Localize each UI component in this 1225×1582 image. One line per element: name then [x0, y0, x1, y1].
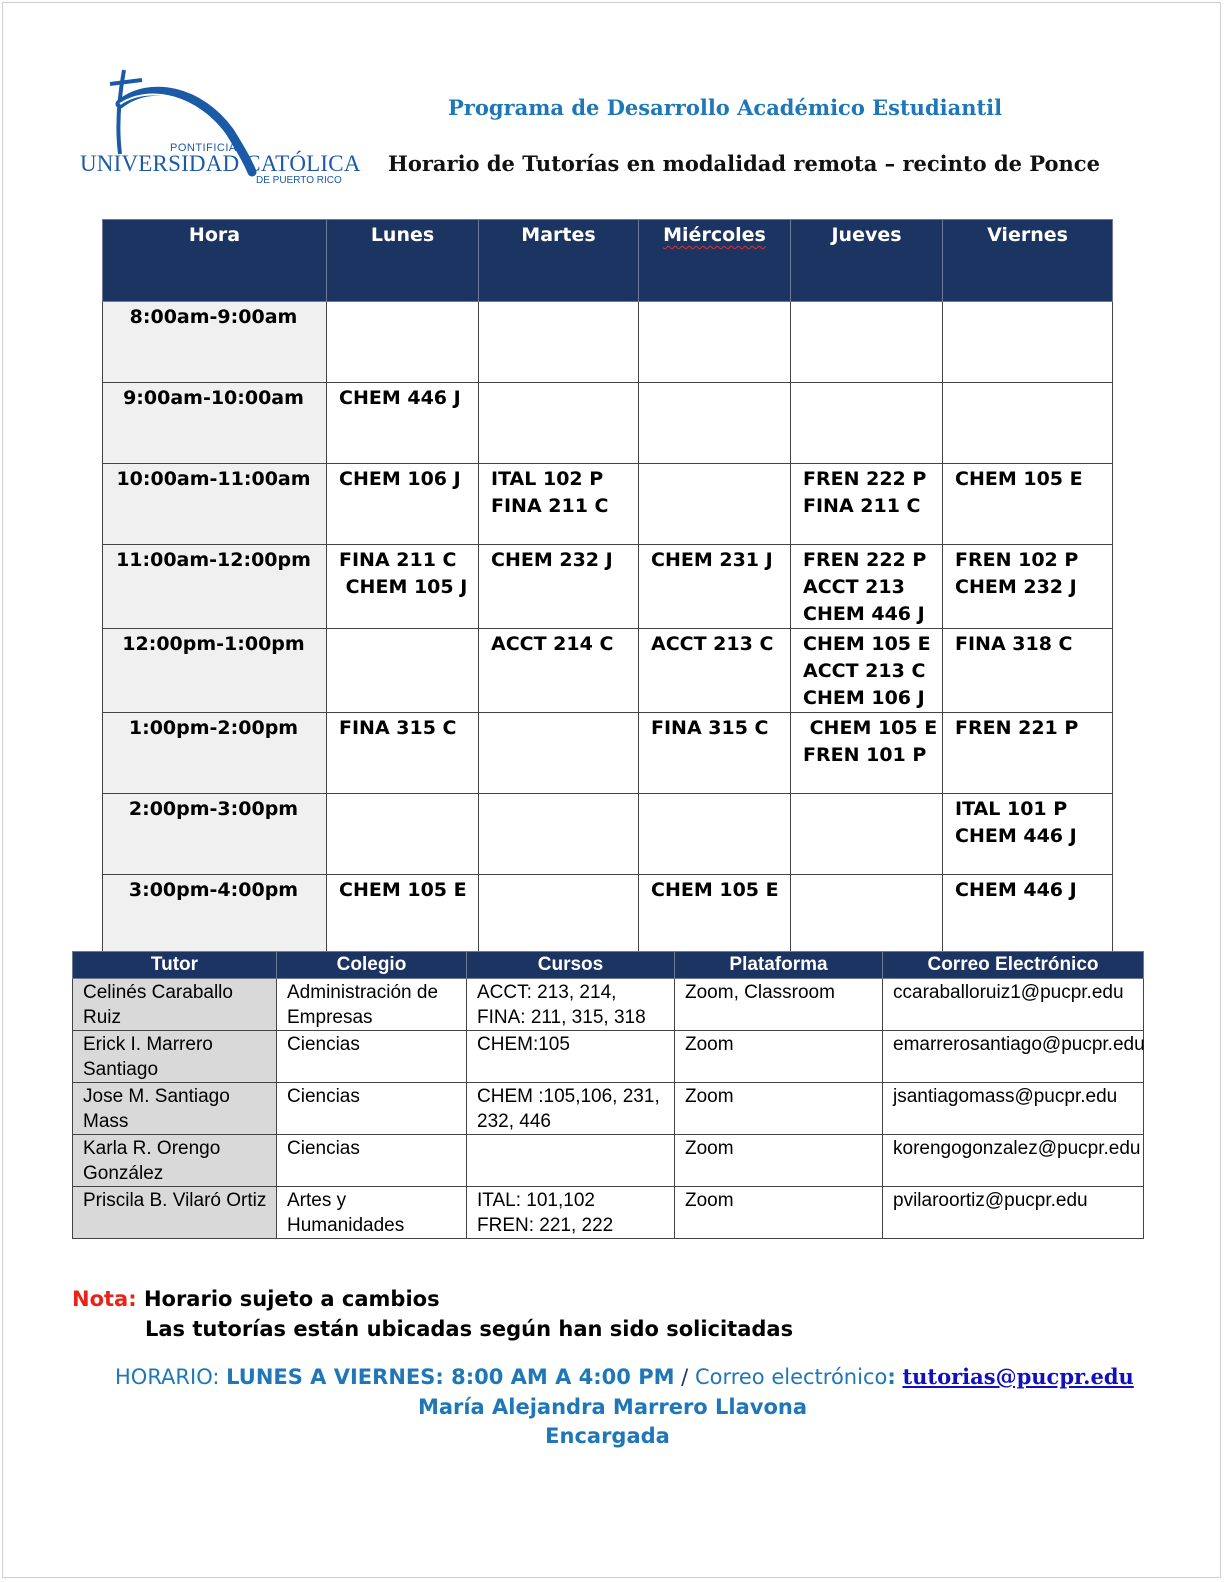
- tutor-cursos: [467, 1031, 675, 1083]
- schedule-row: [103, 875, 1113, 956]
- schedule-cell: [791, 794, 943, 875]
- schedule-cell: [327, 464, 479, 545]
- schedule-table: [102, 219, 1113, 956]
- schedule-cell: [327, 713, 479, 794]
- course-code: FINA 315 C: [339, 717, 457, 739]
- course-code: ACCT 213 C: [803, 660, 926, 682]
- course-code: FREN 221 P: [955, 717, 1079, 739]
- schedule-cell: [791, 545, 943, 629]
- curso-line: CHEM :105,106, 231,: [477, 1086, 660, 1107]
- schedule-header-cell: Jueves: [791, 220, 943, 302]
- schedule-cell: [639, 383, 791, 464]
- course-code: CHEM 105 E: [651, 879, 779, 901]
- footer-contact-line: [115, 1364, 1134, 1389]
- schedule-cell: [479, 464, 639, 545]
- tutor-email: jsantiagomass@pucpr.edu: [883, 1083, 1144, 1135]
- curso-line: ACCT: 213, 214,: [477, 982, 617, 1003]
- tutors-header-row: [73, 952, 1144, 979]
- tutor-row: [73, 979, 1144, 1031]
- course-code: CHEM 105 E: [803, 717, 938, 739]
- tutor-email: emarrerosantiago@pucpr.edu: [883, 1031, 1144, 1083]
- schedule-cell: [479, 545, 639, 629]
- curso-line: CHEM:105: [477, 1034, 570, 1055]
- schedule-cell: [327, 545, 479, 629]
- tutor-plataforma: Zoom: [675, 1135, 883, 1187]
- course-code: CHEM 231 J: [651, 549, 773, 571]
- tutors-header-cell: Correo Electrónico: [883, 952, 1144, 979]
- schedule-cell: [943, 794, 1113, 875]
- schedule-cell: [943, 383, 1113, 464]
- correo-colon: :: [887, 1365, 896, 1389]
- note-line: [72, 1287, 440, 1311]
- horario-value: LUNES A VIERNES: 8:00 AM A 4:00 PM: [226, 1365, 675, 1389]
- schedule-header-row: [103, 220, 1113, 302]
- course-code: CHEM 446 J: [955, 825, 1077, 847]
- page-subtitle: Horario de Tutorías en modalidad remota – recinto de Ponce: [388, 151, 1100, 176]
- schedule-row: [103, 629, 1113, 713]
- tutor-plataforma: Zoom, Classroom: [675, 979, 883, 1031]
- curso-line: ITAL: 101,102: [477, 1190, 595, 1211]
- schedule-body: [103, 302, 1113, 956]
- tutor-name: Celinés Caraballo Ruiz: [73, 979, 277, 1031]
- course-code: FREN 102 P: [955, 549, 1079, 571]
- coordinator-name: María Alejandra Marrero Llavona: [417, 1395, 808, 1419]
- note-text: Horario sujeto a cambios: [143, 1287, 440, 1311]
- schedule-row: [103, 464, 1113, 545]
- course-code: FINA 211 C: [491, 495, 609, 517]
- schedule-cell: [791, 713, 943, 794]
- schedule-cell: [791, 302, 943, 383]
- schedule-cell: [327, 629, 479, 713]
- schedule-row: [103, 383, 1113, 464]
- tutor-name: Erick I. Marrero Santiago: [73, 1031, 277, 1083]
- tutors-header-cell: Cursos: [467, 952, 675, 979]
- schedule-hour-cell: 9:00am-10:00am: [103, 383, 327, 464]
- schedule-cell: [943, 464, 1113, 545]
- schedule-cell: [639, 794, 791, 875]
- schedule-cell: [943, 713, 1113, 794]
- page-title: Programa de Desarrollo Académico Estudiantil: [448, 95, 1003, 120]
- schedule-cell: [943, 875, 1113, 956]
- schedule-hour-cell: 2:00pm-3:00pm: [103, 794, 327, 875]
- schedule-cell: [639, 713, 791, 794]
- schedule-hour-cell: 3:00pm-4:00pm: [103, 875, 327, 956]
- coordinator-role: Encargada: [545, 1424, 670, 1448]
- note-line-2: Las tutorías están ubicadas según han sido solicitadas: [145, 1317, 794, 1341]
- tutor-colegio: Ciencias: [277, 1135, 467, 1187]
- course-code: CHEM 446 J: [339, 387, 461, 409]
- course-code: CHEM 105 E: [339, 879, 467, 901]
- tutor-colegio: Ciencias: [277, 1031, 467, 1083]
- schedule-header-cell: [639, 220, 791, 302]
- schedule-cell: [791, 629, 943, 713]
- horario-label: HORARIO:: [115, 1365, 220, 1389]
- schedule-hour-cell: 10:00am-11:00am: [103, 464, 327, 545]
- tutor-email: korengogonzalez@pucpr.edu: [883, 1135, 1144, 1187]
- tutor-email: ccaraballoruiz1@pucpr.edu: [883, 979, 1144, 1031]
- tutor-row: [73, 1031, 1144, 1083]
- schedule-cell: [943, 302, 1113, 383]
- course-code: CHEM 446 J: [803, 603, 925, 625]
- schedule-cell: [479, 383, 639, 464]
- schedule-cell: [639, 464, 791, 545]
- schedule-cell: [639, 875, 791, 956]
- course-code: CHEM 105 E: [955, 468, 1083, 490]
- schedule-hour-cell: 11:00am-12:00pm: [103, 545, 327, 629]
- course-code: CHEM 446 J: [955, 879, 1077, 901]
- tutor-plataforma: Zoom: [675, 1083, 883, 1135]
- tutor-colegio: Administración de Empresas: [277, 979, 467, 1031]
- tutors-header-cell: Tutor: [73, 952, 277, 979]
- course-code: ACCT 214 C: [491, 633, 614, 655]
- schedule-hour-cell: 8:00am-9:00am: [103, 302, 327, 383]
- schedule-cell: [479, 302, 639, 383]
- course-code: FREN 222 P: [803, 468, 927, 490]
- tutor-row: [73, 1187, 1144, 1239]
- tutor-row: [73, 1083, 1144, 1135]
- schedule-header-cell: Martes: [479, 220, 639, 302]
- tutors-header-cell: Colegio: [277, 952, 467, 979]
- course-code: FINA 315 C: [651, 717, 769, 739]
- schedule-cell: [327, 794, 479, 875]
- schedule-cell: [639, 629, 791, 713]
- schedule-row: [103, 302, 1113, 383]
- footer-separator: /: [681, 1365, 689, 1389]
- logo-pontificia: PONTIFICIA: [170, 142, 237, 154]
- schedule-header-label: Miércoles: [663, 224, 766, 246]
- tutor-colegio: Artes y Humanidades: [277, 1187, 467, 1239]
- tutors-body: [73, 979, 1144, 1239]
- schedule-cell: [791, 383, 943, 464]
- course-code: ACCT 213 C: [651, 633, 774, 655]
- schedule-row: [103, 713, 1113, 794]
- tutors-table: [72, 951, 1144, 1239]
- schedule-cell: [479, 629, 639, 713]
- course-code: CHEM 105 J: [339, 576, 468, 598]
- tutor-cursos: [467, 1135, 675, 1187]
- schedule-header-cell: Viernes: [943, 220, 1113, 302]
- tutor-name: Karla R. Orengo González: [73, 1135, 277, 1187]
- university-logo: [80, 62, 361, 187]
- schedule-cell: [327, 875, 479, 956]
- tutor-name: Jose M. Santiago Mass: [73, 1083, 277, 1135]
- schedule-row: [103, 794, 1113, 875]
- tutor-cursos: [467, 979, 675, 1031]
- course-code: CHEM 106 J: [803, 687, 925, 709]
- schedule-cell: [791, 875, 943, 956]
- course-code: ITAL 102 P: [491, 468, 604, 490]
- schedule-cell: [639, 545, 791, 629]
- schedule-cell: [327, 383, 479, 464]
- tutor-colegio: Ciencias: [277, 1083, 467, 1135]
- tutor-email: pvilaroortiz@pucpr.edu: [883, 1187, 1144, 1239]
- course-code: ACCT 213: [803, 576, 905, 598]
- schedule-cell: [479, 794, 639, 875]
- schedule-cell: [479, 713, 639, 794]
- curso-line: FINA: 211, 315, 318: [477, 1007, 646, 1028]
- correo-label: Correo electrónico: [694, 1365, 888, 1389]
- tutor-cursos: [467, 1187, 675, 1239]
- tutor-cursos: [467, 1083, 675, 1135]
- tutor-name: Priscila B. Vilaró Ortiz: [73, 1187, 277, 1239]
- course-code: CHEM 106 J: [339, 468, 461, 490]
- tutors-header-cell: Plataforma: [675, 952, 883, 979]
- schedule-row: [103, 545, 1113, 629]
- course-code: CHEM 232 J: [491, 549, 613, 571]
- course-code: CHEM 105 E: [803, 633, 931, 655]
- curso-line: FREN: 221, 222: [477, 1215, 614, 1236]
- schedule-header-cell: Hora: [103, 220, 327, 302]
- note-label: Nota:: [72, 1287, 137, 1311]
- tutor-plataforma: Zoom: [675, 1031, 883, 1083]
- schedule-cell: [943, 545, 1113, 629]
- schedule-hour-cell: 1:00pm-2:00pm: [103, 713, 327, 794]
- schedule-cell: [327, 302, 479, 383]
- tutor-row: [73, 1135, 1144, 1187]
- tutorias-email-link[interactable]: tutorias@pucpr.edu: [902, 1364, 1134, 1389]
- curso-line: 232, 446: [477, 1111, 551, 1132]
- schedule-cell: [943, 629, 1113, 713]
- course-code: CHEM 232 J: [955, 576, 1077, 598]
- course-code: FREN 101 P: [803, 744, 927, 766]
- schedule-hour-cell: 12:00pm-1:00pm: [103, 629, 327, 713]
- course-code: FINA 211 C: [339, 549, 457, 571]
- tutor-plataforma: Zoom: [675, 1187, 883, 1239]
- schedule-cell: [479, 875, 639, 956]
- course-code: FINA 211 C: [803, 495, 921, 517]
- logo-university-name: UNIVERSIDAD CATÓLICA: [80, 151, 361, 176]
- course-code: FREN 222 P: [803, 549, 927, 571]
- logo-subtitle: DE PUERTO RICO: [256, 175, 342, 186]
- schedule-cell: [639, 302, 791, 383]
- schedule-cell: [791, 464, 943, 545]
- course-code: FINA 318 C: [955, 633, 1073, 655]
- schedule-header-cell: Lunes: [327, 220, 479, 302]
- course-code: ITAL 101 P: [955, 798, 1068, 820]
